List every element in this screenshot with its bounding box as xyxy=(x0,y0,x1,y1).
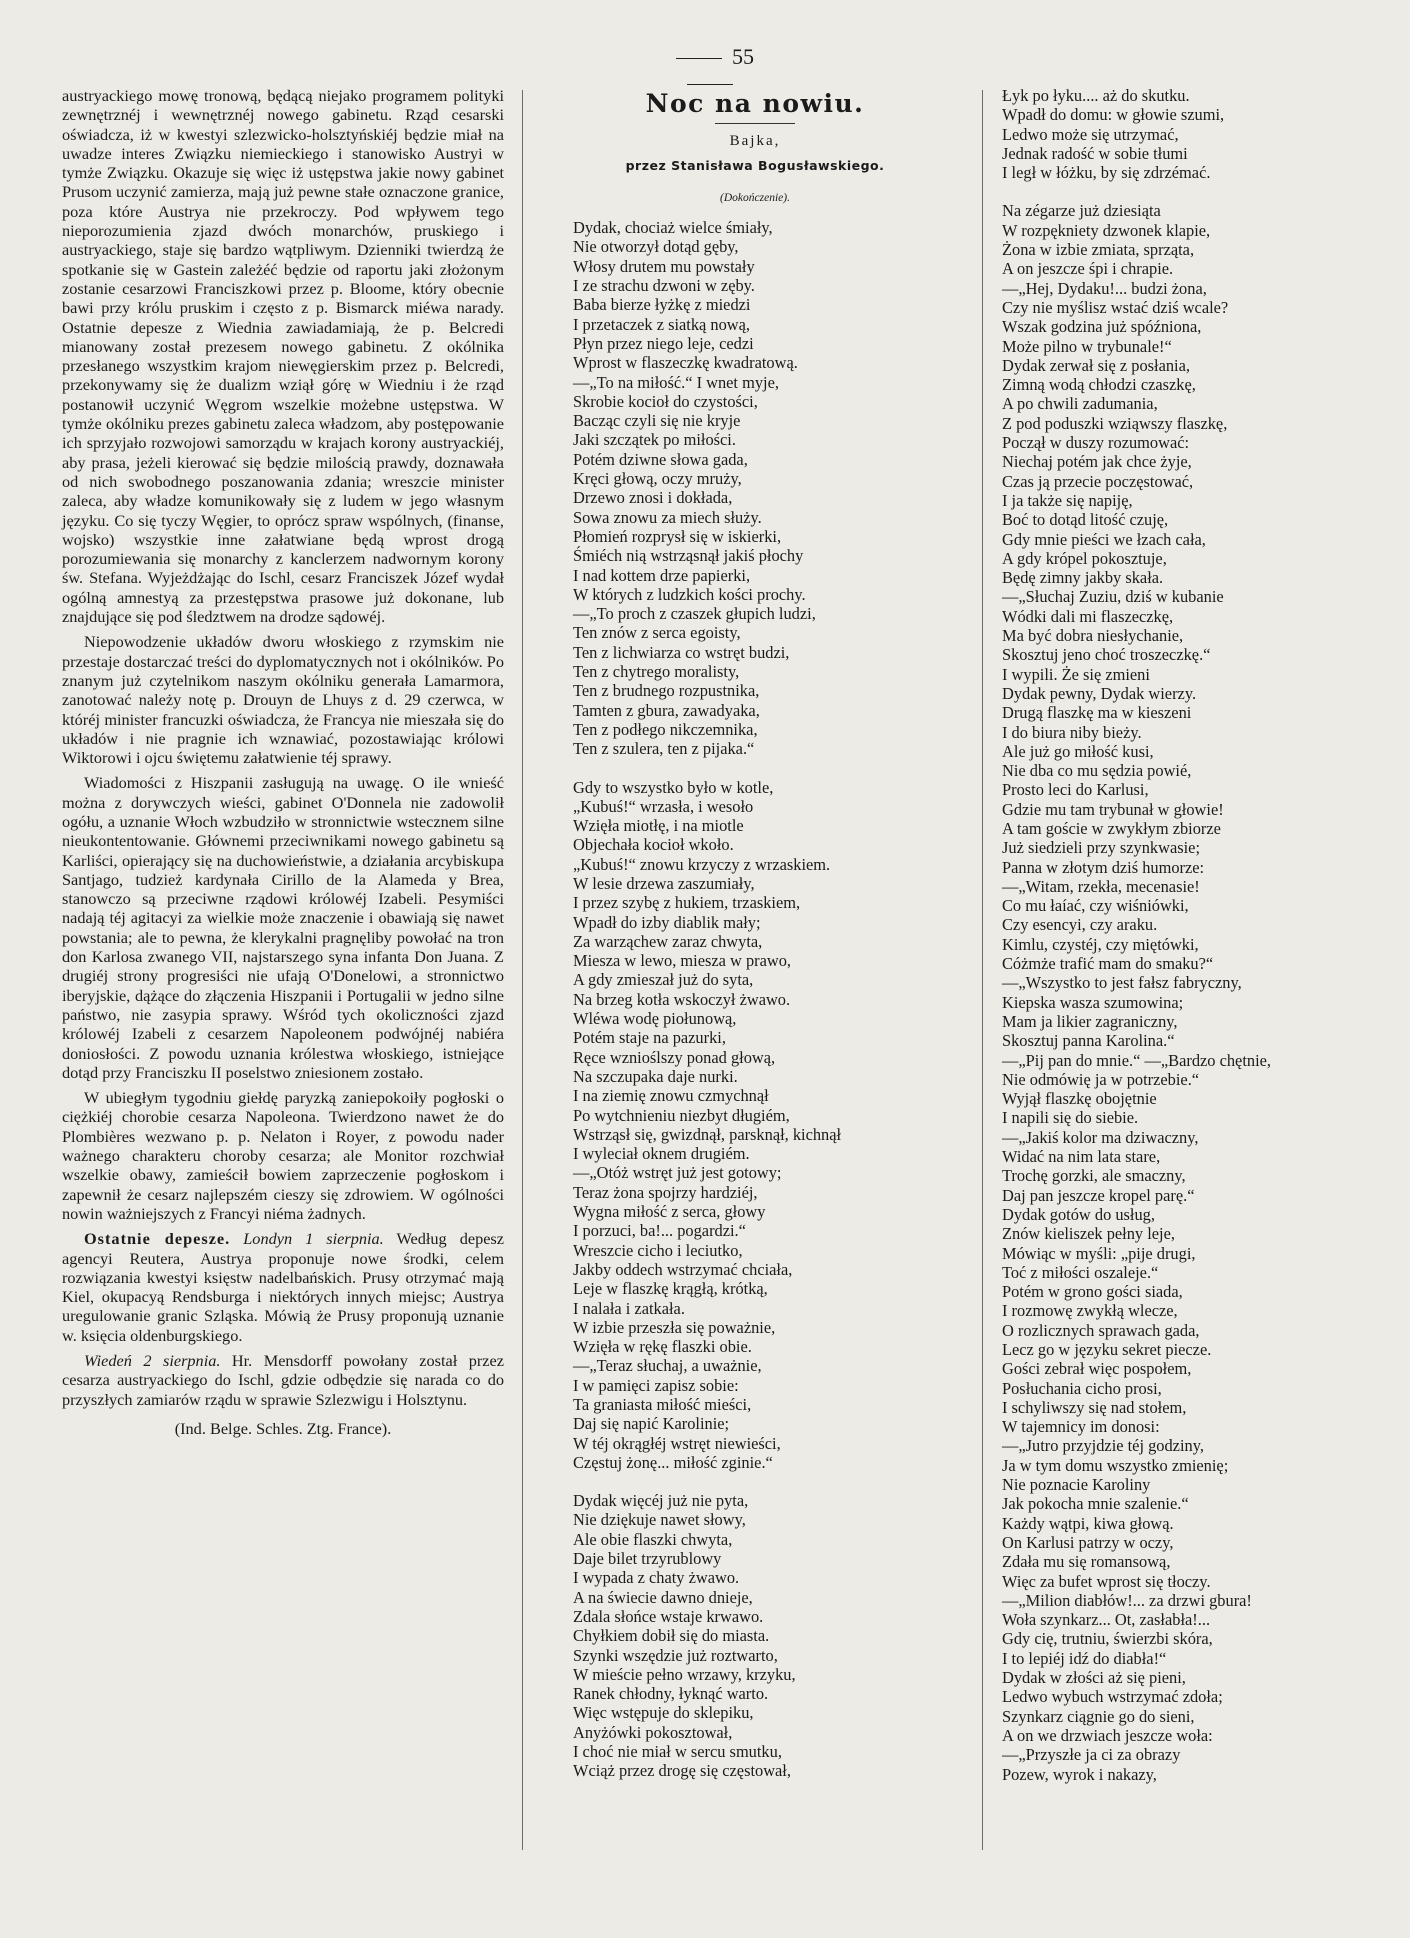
verse-line: Nie poznacie Karoliny xyxy=(1002,1475,1151,1495)
news-paragraph: Wiadomości z Hiszpanii zasługują na uwagę. O ile wnieść można z dorywczych wieści, gabinet O'Donnela nie zadowolił ogółu, a uznanie Włoch wzbudziło w stronnictwie wstecznem silne nieukontentowanie. Głównemi przeciwnikami nowego gabinetu są Karliści, opierający się na duchowieństwie, a działania arcybiskupa Santjago, tudzież kardynała Cirillo de la Alameda y Brea, stanowczo są przeciwne rządowi królowéj Izabeli. Pesymiści nadają téj agitacyi za wielkie może znaczenie i obawiają się nawet powstania; ale to pewna, że klerykalni pragnęliby powołać na tron don Karlosa zwanego VII, najstarszego syna infanta Don Juana. Z drugiéj strony progresiści nie ufają O'Donelowi, a stronnictwo iberyjskie, dążące do złączenia Hiszpanii i Portugalii w jedno silne państwo, nie zasypia sprawy. Wśród tych okoliczności zjazd królowéj Izabeli z cesarzem Napoleonem podwójnéj nabiéra doniosłości. Z powodu uznania królestwa włoskiego, istniejące dotąd przy Franciszku II poselstwo zniesionem zostało. xyxy=(62,773,504,1082)
verse-line: Ten znów z serca egoisty, xyxy=(573,623,741,643)
verse-line: Sowa znowu za miech służy. xyxy=(573,507,762,527)
news-paragraph: Niepowodzenie układów dworu włoskiego z rzymskim nie przestaje dostarczać treści do dyplomatycznych not i okólników. Po znanym już czytelnikom naszym okólniku generała Lamarmora, zanotować należy notę p. Drouyn de Lhuys z d. 29 czerwca, w któréj minister francuzki oświadcza, że Francya nie mieszała się do układów i nie pragnie ich wznawiać, pozostawiając królowi Wiktorowi i ojcu świętemu załatwienie téj sprawy. xyxy=(62,632,504,768)
verse-line: Daje bilet trzyrublowy xyxy=(573,1549,722,1569)
telegram-date-london: Londyn 1 sierpnia. xyxy=(243,1229,384,1249)
telegram-date-vienna: Wiedeń 2 sierpnia. xyxy=(84,1351,221,1370)
verse-line: Teraz żona spojrzy hardziéj, xyxy=(573,1182,758,1202)
verse-line: Dydak zerwał się z posłania, xyxy=(1002,355,1190,375)
verse-line: I wypada z chaty żwawo. xyxy=(573,1568,740,1588)
verse-line: Żona w izbie zmiata, sprząta, xyxy=(1002,240,1195,260)
verse-line: —„Wszystko to jest fałsz fabryczny, xyxy=(1002,973,1242,993)
verse-line: —„Witam, rzekła, mecenasie! xyxy=(1002,876,1200,896)
verse-line: „Kubuś!“ wrzasła, i wesoło xyxy=(573,796,754,816)
telegram-source: (Ind. Belge. Schles. Ztg. France). xyxy=(174,1418,392,1438)
verse-line: Zimną wodą chłodzi czaszkę, xyxy=(1002,375,1196,395)
news-paragraph: austryackiego mowę tronową, będącą niejako programem polityki zewnętrznéj i wewnętrznéj nowego gabinetu. Rząd cesarski oświadcza, iż w kwestyi szlezwicko-holsztyńskiéj będzie miał na uwadze interes Związku niemieckiego i stanowisko Austryi w tymże Związku. Okazuje się więc iż ustępstwa jakie nowy gabinet Prusom uczynić zamierza, mają już pewne stałe oznaczone granice, poza które Austrya nie przekroczy. Pod wpływem tego nieporozumienia zjazd dwóch monarchów, pruskiego i austryackiego, staje się bardzo wątpliwym. Dzienniki twierdzą że spotkanie się w Gastein zależéć będzie od raportu jaki złożonym zostanie cesarzowi Franciszkowi przez p. Bloome, który obecnie bawi przy królu pruskim i często z p. Bismarck miéwa narady. Ostatnie depesze z Wiednia zawiadamiają, że p. Belcredi mianowany został prezesem nowego gabinetu. Z okólnika przesłanego wszystkim krajom niewęgierskim przez p. Belcredi, przekonywamy się że dualizm wziął górę w Wiedniu i że rząd postanowił uczynić Węgrom wszelkie możebne ustępstwa. W tymże okólniku prezes gabinetu zaleca władzom, aby postępowanie ich sprzyjało rozwojowi samorządu w krajach korony austryackiéj, aby prasa, jeżeli kierować się będzie milością prawdy, doznawała od nich swobodnego poszanowania zdania; wreszcie minister zaleca, aby władze komunikowały się z ludem w jego własnym języku. Co się tyczy Węgier, to oprócz spraw wspólnych, (finanse, wojsko) wszystkie inne załatwiane będą wprost drogą porozumiewania się monarchy z kanclerzem nadwornym korony św. Stefana. Wyjeżdżając do Ischl, cesarz Franciszek Józef wydał ogólną amnestyą za przestępstwa prasowe już dokonane, lub znajdujące się pod śledztwem na drodze sądowéj. xyxy=(62,86,504,627)
verse-line: I legł w łóżku, by się zdrzémać. xyxy=(1002,163,1211,183)
verse-line: A on jeszcze śpi i chrapie. xyxy=(1002,259,1174,279)
right-column-poem xyxy=(1002,86,1372,1803)
verse-line: Dydak więcéj już nie pyta, xyxy=(573,1491,749,1511)
verse-line: Gdy to wszystko było w kotle, xyxy=(573,777,774,797)
verse-line: Dydak pewny, Dydak wierzy. xyxy=(1002,683,1197,703)
verse-line: —„Hej, Dydaku!... budzi żona, xyxy=(1002,278,1207,298)
verse-line: Objechała kocioł wkoło. xyxy=(573,835,734,855)
verse-line: I do biura niby bieży. xyxy=(1002,722,1142,742)
middle-stanzas xyxy=(545,218,965,1780)
right-stanzas xyxy=(1002,86,1372,1784)
verse-line: Wyjął flaszkę obojętnie xyxy=(1002,1089,1157,1109)
verse-line: Gdzie mu tam trybunał w głowie! xyxy=(1002,799,1224,819)
verse-line: Nie dziękuje nawet słowy, xyxy=(573,1510,746,1530)
page-number-left-dash xyxy=(676,58,722,59)
verse-line: Wprost w flaszeczkę kwadratową. xyxy=(573,353,798,373)
verse-line: Pozew, wyrok i nakazy, xyxy=(1002,1764,1157,1784)
verse-line: Ma być dobra niesłychanie, xyxy=(1002,626,1184,646)
verse-line: —„Słuchaj Zuziu, dziś w kubanie xyxy=(1002,587,1224,607)
telegram-vienna xyxy=(62,1351,504,1409)
poem-title: Noc na nowiu. xyxy=(645,89,865,118)
verse-line: Tamten z gbura, zawadyaka, xyxy=(573,700,760,720)
verse-line: Bacząc czyli się nie kryje xyxy=(573,411,741,431)
verse-line: I ja także się napiję, xyxy=(1002,490,1133,510)
verse-line: Wpadł do izby diablik mały; xyxy=(573,912,761,932)
poem-author: przez Stanisława Bogusławskiego. xyxy=(625,157,885,173)
verse-line: Wpadł do domu: w głowie szumi, xyxy=(1002,105,1225,125)
verse-line: Nie otworzył dotąd gęby, xyxy=(573,237,739,257)
verse-line: Będę zimny jakby skała. xyxy=(1002,568,1164,588)
verse-line: Wreszcie cicho i leciutko, xyxy=(573,1240,743,1260)
verse-line: Skosztuj panna Karolina.“ xyxy=(1002,1031,1175,1051)
verse-line: Wódki dali mi flaszeczkę, xyxy=(1002,606,1174,626)
verse-line: Wzięła w rękę flaszki obie. xyxy=(573,1337,752,1357)
verse-line: Ranek chłodny, łyknąć warto. xyxy=(573,1684,769,1704)
verse-line: Kimlu, czystéj, czy miętówki, xyxy=(1002,934,1199,954)
verse-line: Toć z miłości oszaleje.“ xyxy=(1002,1262,1159,1282)
verse-line: I nad kottem drze papierki, xyxy=(573,565,751,585)
verse-line: I wyleciał oknem drugiém. xyxy=(573,1144,750,1164)
verse-line: Z pod poduszki wziąwszy flaszkę, xyxy=(1002,413,1228,433)
verse-line: —„Otóż wstręt już jest gotowy; xyxy=(573,1163,782,1183)
verse-line: Na zégarze już dziesiąta xyxy=(1002,201,1161,221)
verse-line: I nalała i zatkała. xyxy=(573,1298,685,1318)
verse-line: Na szczupaka daje nurki. xyxy=(573,1066,738,1086)
verse-line: Chyłkiem dobił się do miasta. xyxy=(573,1626,770,1646)
poem-stanza xyxy=(1002,201,1372,1783)
verse-line: Szynkarz ciągnie go do sieni, xyxy=(1002,1706,1195,1726)
verse-line: Kiepska wasza szumowina; xyxy=(1002,992,1184,1012)
verse-line: Dydak gotów do usług, xyxy=(1002,1204,1155,1224)
verse-line: Więc za bufet wprost się tłoczy. xyxy=(1002,1571,1211,1591)
page-number: 55 xyxy=(732,44,754,69)
middle-column-poem xyxy=(545,86,965,1800)
verse-line: Już siedzieli przy szynkwasie; xyxy=(1002,838,1200,858)
verse-line: W tajemnicy im donosi: xyxy=(1002,1417,1160,1437)
verse-line: Potém dziwne słowa gada, xyxy=(573,449,748,469)
verse-line: Jakby oddech wstrzymać chciała, xyxy=(573,1259,793,1279)
verse-line: W rozpękniety dzwonek klapie, xyxy=(1002,220,1211,240)
verse-line: Prosto leci do Karlusi, xyxy=(1002,780,1149,800)
verse-line: I rozmowę zwykłą wlecze, xyxy=(1002,1301,1178,1321)
verse-line: —„Teraz słuchaj, a uważnie, xyxy=(573,1356,762,1376)
telegrams-heading: Ostatnie depesze. xyxy=(84,1229,231,1249)
verse-line: Ten z szulera, ten z pijaka.“ xyxy=(573,739,755,759)
verse-line: Panna w złotym dziś humorze: xyxy=(1002,857,1205,877)
verse-line: Potém w grono gości siada, xyxy=(1002,1282,1183,1302)
verse-line: Ale już go miłość kusi, xyxy=(1002,741,1154,761)
title-rule xyxy=(715,123,795,124)
verse-line: Włosy drutem mu powstały xyxy=(573,256,755,276)
verse-line: Mam ja likier zagraniczny, xyxy=(1002,1011,1178,1031)
verse-line: Śmiéch nią wstrząsnął jakiś płochy xyxy=(573,546,804,566)
verse-line: I porzuci, ba!... pogardzi.“ xyxy=(573,1221,746,1241)
poem-stanza xyxy=(1002,86,1372,182)
verse-line: Gdy cię, trutniu, świerzbi skóra, xyxy=(1002,1629,1213,1649)
verse-line: Nie dba co mu sędzia powié, xyxy=(1002,761,1192,781)
verse-line: Wstrząsł się, gwizdnął, parsknął, kichnął xyxy=(573,1124,842,1144)
verse-line: Leje w flaszkę krągłą, krótką, xyxy=(573,1279,768,1299)
verse-line: Skosztuj jeno choć troszeczkę.“ xyxy=(1002,645,1211,665)
verse-line: Kręci głową, oczy mruży, xyxy=(573,469,742,489)
verse-line: Po wytchnieniu niezbyt długiém, xyxy=(573,1105,790,1125)
verse-line: Łyk po łyku.... aż do skutku. xyxy=(1002,86,1190,105)
verse-line: Drugą flaszkę ma w kieszeni xyxy=(1002,703,1192,723)
verse-line: Niechaj potém jak chce żyje, xyxy=(1002,452,1192,472)
telegram-text-vienna: Hr. Mensdorff powołany został przez cesarza austryackiego do Ischl, gdzie odbędzie się narada co do przyszłych zamiarów rządu w sprawie Szlezwigu i Holsztynu. xyxy=(62,1351,504,1409)
verse-line: Czy nie myślisz wstać dziś wcale? xyxy=(1002,297,1229,317)
column-divider-left xyxy=(522,90,523,1850)
verse-line: Widać na nim lata stare, xyxy=(1002,1147,1161,1167)
verse-line: Na brzeg kotła wskoczył żwawo. xyxy=(573,989,791,1009)
verse-line: Ledwo wybuch wstrzymać zdoła; xyxy=(1002,1687,1223,1707)
verse-line: Dydak w złości aż się pieni, xyxy=(1002,1668,1186,1688)
left-column-news xyxy=(62,86,504,1444)
verse-line: Częstuj żonę... miłość zginie.“ xyxy=(573,1452,773,1472)
verse-line: Szynki wszędzie już roztwarto, xyxy=(573,1645,778,1665)
verse-line: Począł w duszy rozumować: xyxy=(1002,433,1190,453)
verse-line: Jak pokocha mnie szalenie.“ xyxy=(1002,1494,1189,1514)
verse-line: —„Milion diabłów!... za drzwi gbura! xyxy=(1002,1590,1252,1610)
verse-line: Ręce wznioślszy ponad głową, xyxy=(573,1047,776,1067)
verse-line: Miesza w lewo, miesza w prawo, xyxy=(573,951,792,971)
verse-line: I choć nie miał w sercu smutku, xyxy=(573,1742,782,1762)
verse-line: Znów kieliszek pełny leje, xyxy=(1002,1224,1175,1244)
poem-stanza xyxy=(573,1491,965,1780)
verse-line: Trochę gorzki, ale smaczny, xyxy=(1002,1166,1186,1186)
verse-line: Skrobie kocioł do czystości, xyxy=(573,391,758,411)
verse-line: Ten z chytrego moralisty, xyxy=(573,662,740,682)
telegram-london xyxy=(62,1229,504,1345)
verse-line: Daj pan jeszcze kropel parę.“ xyxy=(1002,1185,1195,1205)
verse-line: I wypili. Że się zmieni xyxy=(1002,664,1150,684)
verse-line: O rozlicznych sprawach gada, xyxy=(1002,1320,1200,1340)
verse-line: W izbie przeszła się poważnie, xyxy=(573,1317,776,1337)
verse-line: Drzewo znosi i dokłada, xyxy=(573,488,733,508)
verse-line: I na ziemię znowu czmychnął xyxy=(573,1086,769,1106)
verse-line: Jaki szczątek po miłości. xyxy=(573,430,736,450)
verse-line: Potém staje na pazurki, xyxy=(573,1028,726,1048)
verse-line: Cóżmże trafić mam do smaku?“ xyxy=(1002,954,1214,974)
verse-line: Posłuchania cicho prosi, xyxy=(1002,1378,1162,1398)
verse-line: „Kubuś!“ znowu krzyczy z wrzaskiem. xyxy=(573,854,831,874)
verse-line: Wygna miłość z serca, głowy xyxy=(573,1202,766,1222)
verse-line: Nie odmówię ja w potrzebie.“ xyxy=(1002,1069,1200,1089)
verse-line: W mieście pełno wrzawy, krzyku, xyxy=(573,1664,796,1684)
verse-line: Boć to dotąd litość czuję, xyxy=(1002,510,1169,530)
verse-line: I napili się do siebie. xyxy=(1002,1108,1139,1128)
poem-stanza xyxy=(573,218,965,758)
verse-line: Co mu łaíać, czy wiśniówki, xyxy=(1002,896,1189,916)
verse-line: Więc wstępuje do sklepiku, xyxy=(573,1703,754,1723)
verse-line: Ten z lichwiarza co wstręt budzi, xyxy=(573,642,790,662)
verse-line: Zdala słońce wstaje krwawo. xyxy=(573,1606,764,1626)
verse-line: I schyliwszy się nad stołem, xyxy=(1002,1397,1187,1417)
poem-stanza xyxy=(573,778,965,1473)
verse-line: A gdy zmieszał już do syta, xyxy=(573,970,754,990)
verse-line: —„Jakiś kolor ma dziwaczny, xyxy=(1002,1127,1199,1147)
verse-line: Gdy mnie pieści we łzach cała, xyxy=(1002,529,1206,549)
verse-line: I w pamięci zapisz sobie: xyxy=(573,1375,739,1395)
verse-line: —„Pij pan do mnie.“ —„Bardzo chętnie, xyxy=(1002,1050,1271,1070)
verse-line: I to lepiéj idź do diabła!“ xyxy=(1002,1648,1167,1668)
verse-line: I ze strachu dzwoni w zęby. xyxy=(573,276,755,296)
verse-line: Jednak radość w sobie tłumi xyxy=(1002,143,1188,163)
verse-line: A on we drzwiach jeszcze woła: xyxy=(1002,1725,1213,1745)
verse-line: W których z ludzkich kości prochy. xyxy=(573,584,806,604)
telegram-text-london: Według depesz agencyi Reutera, Austrya proponuje nowe środki, celem rozwiązania kwestyi księstw nadelbańskich. Prusy otrzymać mają Kiel, okupacyą Rendsburga i niektórych innych miejsc; Austrya uregulowanie granic Szląska. Mówią że Prusy proponują uznanie w. księcia oldenburgskiego. xyxy=(62,1229,504,1345)
verse-line: Czas ją przecie poczęstować, xyxy=(1002,471,1194,491)
verse-line: Lecz go w języku sekret piecze. xyxy=(1002,1340,1212,1359)
verse-line: Ten z brudnego rozpustnika, xyxy=(573,681,760,701)
column-divider-right xyxy=(982,90,983,1850)
verse-line: Daj się napić Karolinie; xyxy=(573,1414,730,1434)
verse-line: W lesie drzewa zaszumiały, xyxy=(573,873,755,893)
verse-line: Mówiąc w myśli: „pije drugi, xyxy=(1002,1243,1196,1263)
verse-line: Wzięła miotłę, i na miotle xyxy=(573,816,744,836)
verse-line: Wléwa wodę piołunową, xyxy=(573,1009,737,1029)
verse-line: Ten z podłego nikczemnika, xyxy=(573,719,758,739)
verse-line: —„Przyszłe ja ci za obrazy xyxy=(1002,1745,1181,1765)
verse-line: On Karlusi patrzy w oczy, xyxy=(1002,1532,1174,1552)
verse-line: Płomień rozprysł się w iskierki, xyxy=(573,526,782,546)
poem-note: (Dokończenie). xyxy=(720,191,790,204)
verse-line: A na świecie dawno dnieje, xyxy=(573,1587,753,1607)
verse-line: Za warząchew zaraz chwyta, xyxy=(573,931,763,951)
verse-line: Wciąż przez drogę się częstował, xyxy=(573,1761,791,1781)
verse-line: A gdy krópel pokosztuje, xyxy=(1002,548,1167,568)
verse-line: Płyn przez niego leje, cedzi xyxy=(573,333,754,353)
verse-line: Dydak, chociaż wielce śmiały, xyxy=(573,218,773,238)
verse-line: Ja w tym domu wszystko zmienię; xyxy=(1002,1455,1229,1475)
verse-line: Ledwo może się utrzymać, xyxy=(1002,124,1179,144)
verse-line: Wszak godzina już spóźniona, xyxy=(1002,317,1202,337)
news-paragraph: W ubiegłym tygodniu giełdę paryzką zaniepokoiły pogłoski o ciężkiéj chorobie cesarza Napoleona. Twierdzono nawet że do Plombières wezwano p. p. Nelaton i Royer, z powodu nader ważnego charakteru choroby cesarza; ale Monitor rozchwiał wszelkie obawy, zamieścił bowiem zaprzeczenie pogłoskom i zapewnił że cesarz najlepszém cieszy się zdrowiem. W ogólności nowin ważniejszych z Francyi niéma żadnych. xyxy=(62,1088,504,1223)
verse-line: Każdy wątpi, kiwa głową. xyxy=(1002,1513,1174,1533)
verse-line: A tam goście w zwykłym zbiorze xyxy=(1002,818,1221,838)
verse-line: Gości zebrał więc pospołem, xyxy=(1002,1359,1192,1379)
verse-line: —„To proch z czaszek głupich ludzi, xyxy=(573,604,816,624)
verse-line: Baba bierze łyżkę z miedzi xyxy=(573,295,751,315)
verse-line: —„To na miłość.“ I wnet myje, xyxy=(573,372,779,392)
verse-line: Zdała mu się romansową, xyxy=(1002,1552,1171,1572)
verse-line: —„Jutro przyjdzie téj godziny, xyxy=(1002,1436,1204,1456)
verse-line: Może pilno w trybunale!“ xyxy=(1002,336,1172,356)
verse-line: Ta graniasta miłość mieści, xyxy=(573,1395,752,1414)
verse-line: W téj okrągłéj wstręt niewieści, xyxy=(573,1433,781,1453)
poem-subtitle: Bajka, xyxy=(729,133,781,150)
verse-line: Anyżówki pokosztował, xyxy=(573,1722,733,1742)
verse-line: I przetaczek z siatką nową, xyxy=(573,314,751,334)
verse-line: I przez szybę z hukiem, trzaskiem, xyxy=(573,893,801,913)
verse-line: Ale obie flaszki chwyta, xyxy=(573,1529,733,1549)
verse-line: A po chwili zadumania, xyxy=(1002,394,1158,414)
verse-line: Woła szynkarz... Ot, zasłabła!... xyxy=(1002,1610,1211,1630)
verse-line: Czy esencyi, czy araku. xyxy=(1002,915,1158,935)
